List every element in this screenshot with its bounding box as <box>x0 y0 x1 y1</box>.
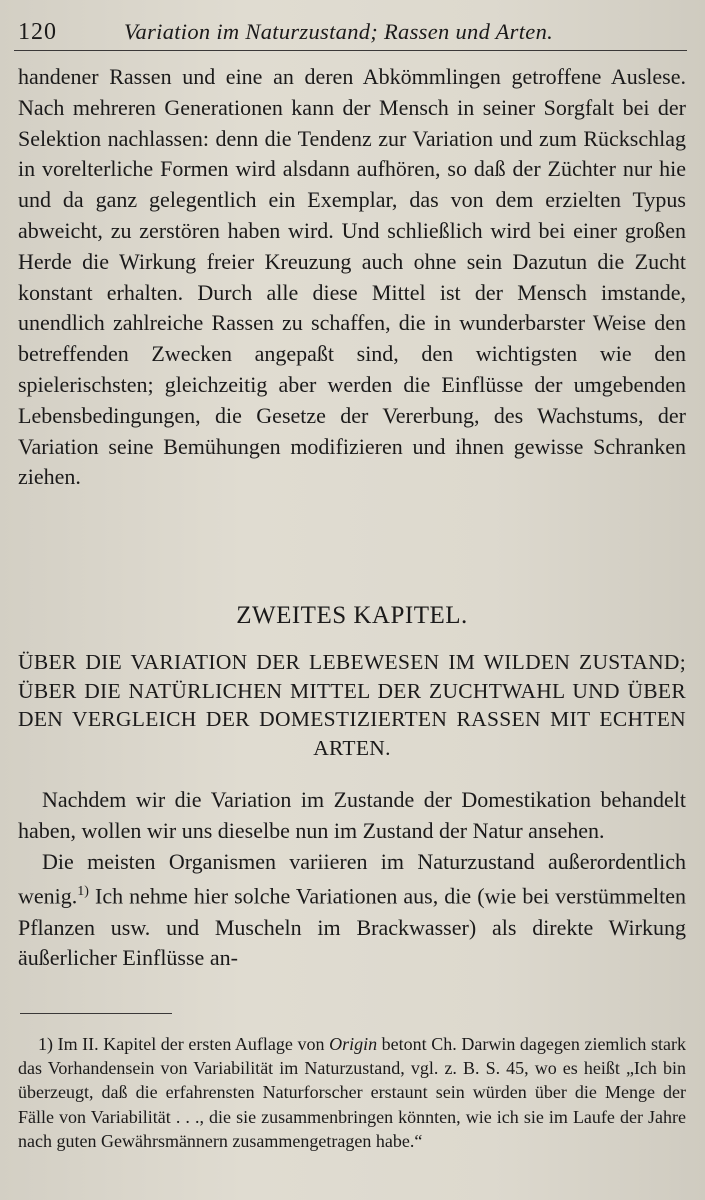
footnote-text-a: Im II. Kapitel der ersten Auflage von <box>53 1034 330 1054</box>
footnote-marker: 1) <box>38 1034 53 1054</box>
footnote-divider <box>20 1013 172 1014</box>
footnote-reference[interactable]: 1) <box>77 884 89 900</box>
running-title: Variation im Naturzustand; Rassen und Arten. <box>124 19 554 44</box>
footnote-italic-title: Origin <box>329 1034 378 1054</box>
chapter-body <box>18 785 686 974</box>
continuation-paragraph: handener Rassen und eine an deren Abkömmlingen getroffene Auslese. Nach mehreren Generationen kann der Mensch in seiner Sorgfalt bei der Selektion nachlassen: denn die Tendenz zur Variation und zum Rückschlag in vorelterliche Formen wird alsdann aufhören, so daß der Züchter nur hie und da ganz gelegentlich ein Exemplar, das von dem erzielten Typus abweicht, zu zerstören haben wird. Und schließlich wird bei einer großen Herde die Wirkung freier Kreuzung auch ohne sein Dazutun die Zucht konstant erhalten. Durch alle diese Mittel ist der Mensch imstande, unendlich zahlreiche Rassen zu schaffen, die in wunderbarster Weise den betreffenden Zwecken angepaßt sind, den wichtigsten wie den spielerischsten; gleichzeitig aber werden die Einflüsse der umgebenden Lebensbedingungen, die Gesetze der Vererbung, des Wachstums, der Variation seine Bemühungen modifizieren und ihnen gewisse Schranken ziehen. <box>18 64 686 490</box>
paragraph-2-text-a: Die meisten Organismen variieren im Naturzustand außerordentlich wenig. <box>18 848 686 909</box>
footnote <box>18 1032 686 1153</box>
chapter-title: ZWEITES KAPITEL. <box>236 602 468 629</box>
continuation-paragraph-block <box>18 62 686 493</box>
chapter-subtitle: ÜBER DIE VARIATION DER LEBEWESEN IM WILDEN ZUSTAND; ÜBER DIE NATÜRLICHEN MITTEL DER ZUCHTWAHL UND ÜBER DEN VERGLEICH DER DOMESTIZIERTEN RASSEN MIT ECHTEN ARTEN. <box>18 650 686 760</box>
running-header <box>14 14 687 51</box>
footnote-text-b: betont Ch. Darwin dagegen ziemlich stark das Vorhandensein von Variabilität im Naturzustand, vgl. z. B. S. 45, wo es heißt „Ich bin überzeugt, daß die erfahrensten Naturforscher erstaunt sein würden über die Menge der Fälle von Variabilität . . ., die sie zusammenbringen könnten, wie ich sie im Laufe der Jahre nach guten Gewährsmännern zusammengetragen habe.“ <box>18 1034 686 1151</box>
paragraph-2 <box>18 847 686 975</box>
paragraph-2-text-b: Ich nehme hier solche Variationen aus, die (wie bei verstümmelten Pflanzen usw. und Muscheln im Brackwasser) als direkte Wirkung äußerlicher Einflüsse an- <box>18 883 686 971</box>
page-number: 120 <box>18 19 57 45</box>
paragraph-1: Nachdem wir die Variation im Zustande der Domestikation behandelt haben, wollen wir uns dieselbe nun im Zustand der Natur ansehen. <box>18 787 686 843</box>
